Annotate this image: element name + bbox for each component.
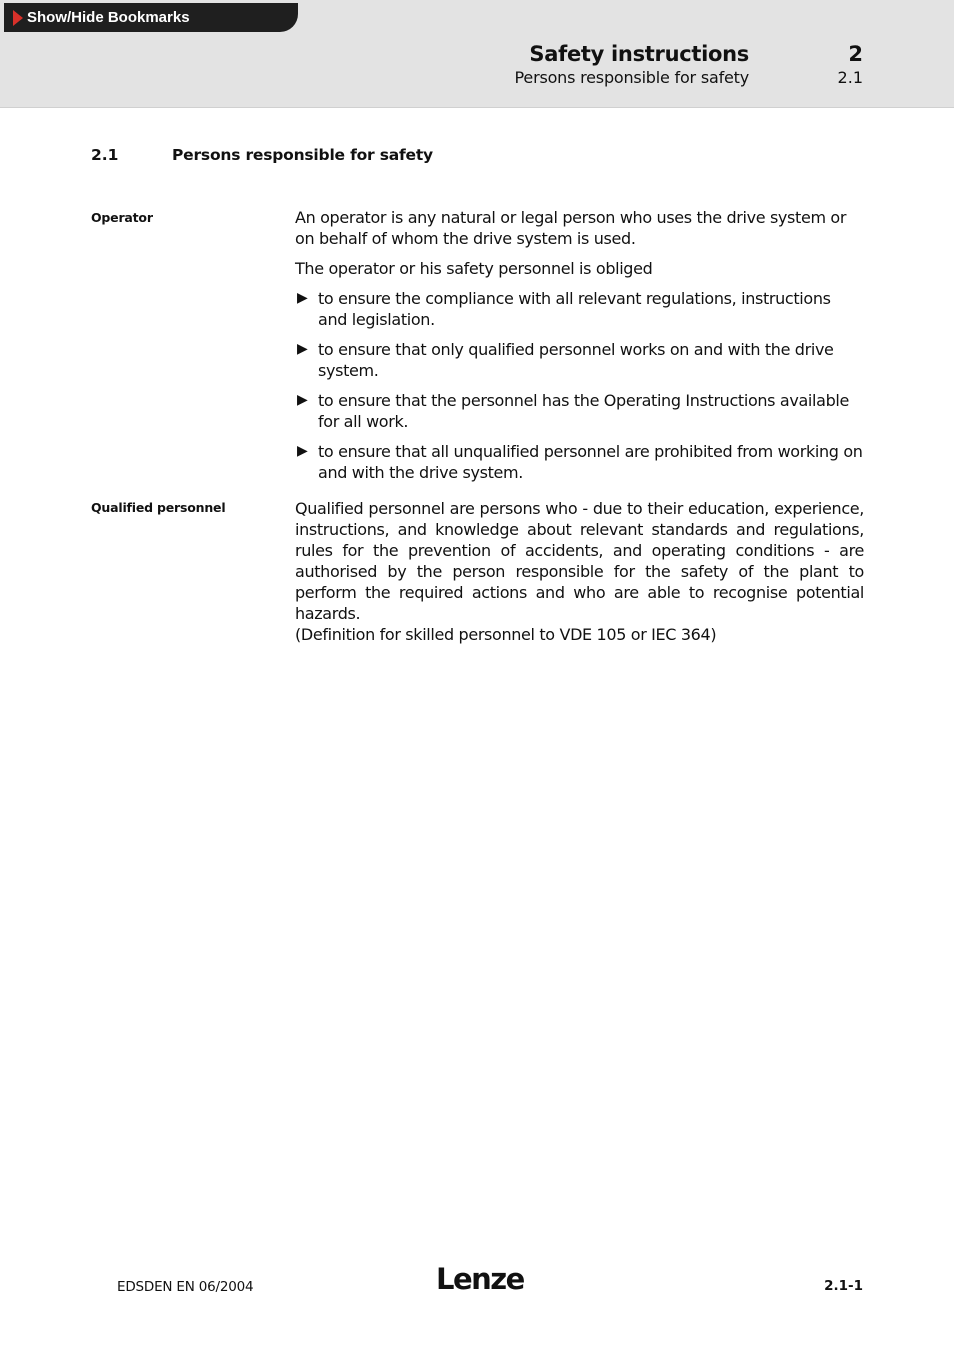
header-subtitle: Persons responsible for safety	[514, 68, 749, 87]
header-chapter-number: 2	[848, 42, 863, 66]
show-hide-bookmarks-button[interactable]	[4, 3, 298, 32]
list-item: ▶ to ensure that the personnel has the Operating Instructions available for all work.	[297, 391, 849, 431]
list-item: ▶ to ensure that only qualified personnel works on and with the drive system.	[297, 340, 834, 380]
operator-obliged: The operator or his safety personnel is obliged	[295, 259, 653, 278]
list-item: ▶ to ensure the compliance with all relevant regulations, instructions and legislation.	[297, 289, 831, 329]
list-item: ▶ to ensure that all unqualified personnel are prohibited from working on and with the drive system.	[297, 442, 863, 482]
bookmarks-button-label: Show/Hide Bookmarks	[27, 9, 190, 26]
footer-page-number: 2.1-1	[824, 1278, 863, 1294]
lenze-logo: Lenze	[436, 1262, 524, 1296]
bullet-triangle-icon: ▶	[297, 392, 308, 408]
bullet-triangle-icon: ▶	[297, 341, 308, 357]
operator-label: Operator	[91, 210, 153, 225]
qualified-personnel-label: Qualified personnel	[91, 500, 226, 515]
operator-duties-list	[295, 288, 864, 483]
qualified-personnel-body	[295, 498, 864, 645]
bookmark-arrow-icon	[13, 10, 23, 26]
bullet-triangle-icon: ▶	[297, 290, 308, 306]
section-number: 2.1	[91, 146, 119, 164]
footer-document-id: EDSDEN EN 06/2004	[117, 1279, 254, 1295]
section-title: Persons responsible for safety	[172, 146, 433, 164]
bullet-triangle-icon: ▶	[297, 443, 308, 459]
qualified-personnel-definition: (Definition for skilled personnel to VDE 105 or IEC 364)	[295, 625, 717, 644]
operator-intro: An operator is any natural or legal person who uses the drive system or on behalf of whom the drive system is used.	[295, 208, 847, 248]
qualified-personnel-text: Qualified personnel are persons who - due to their education, experience, instructions, and knowledge about relevant standards and regulations, rules for the prevention of accidents, and operating conditions - are authorised by the person responsible for the safety of the plant to perform the required actions and who are able to recognise potential hazards.	[295, 499, 864, 623]
header-title: Safety instructions	[529, 42, 749, 66]
operator-body	[295, 207, 864, 492]
header-section-number: 2.1	[837, 68, 863, 87]
